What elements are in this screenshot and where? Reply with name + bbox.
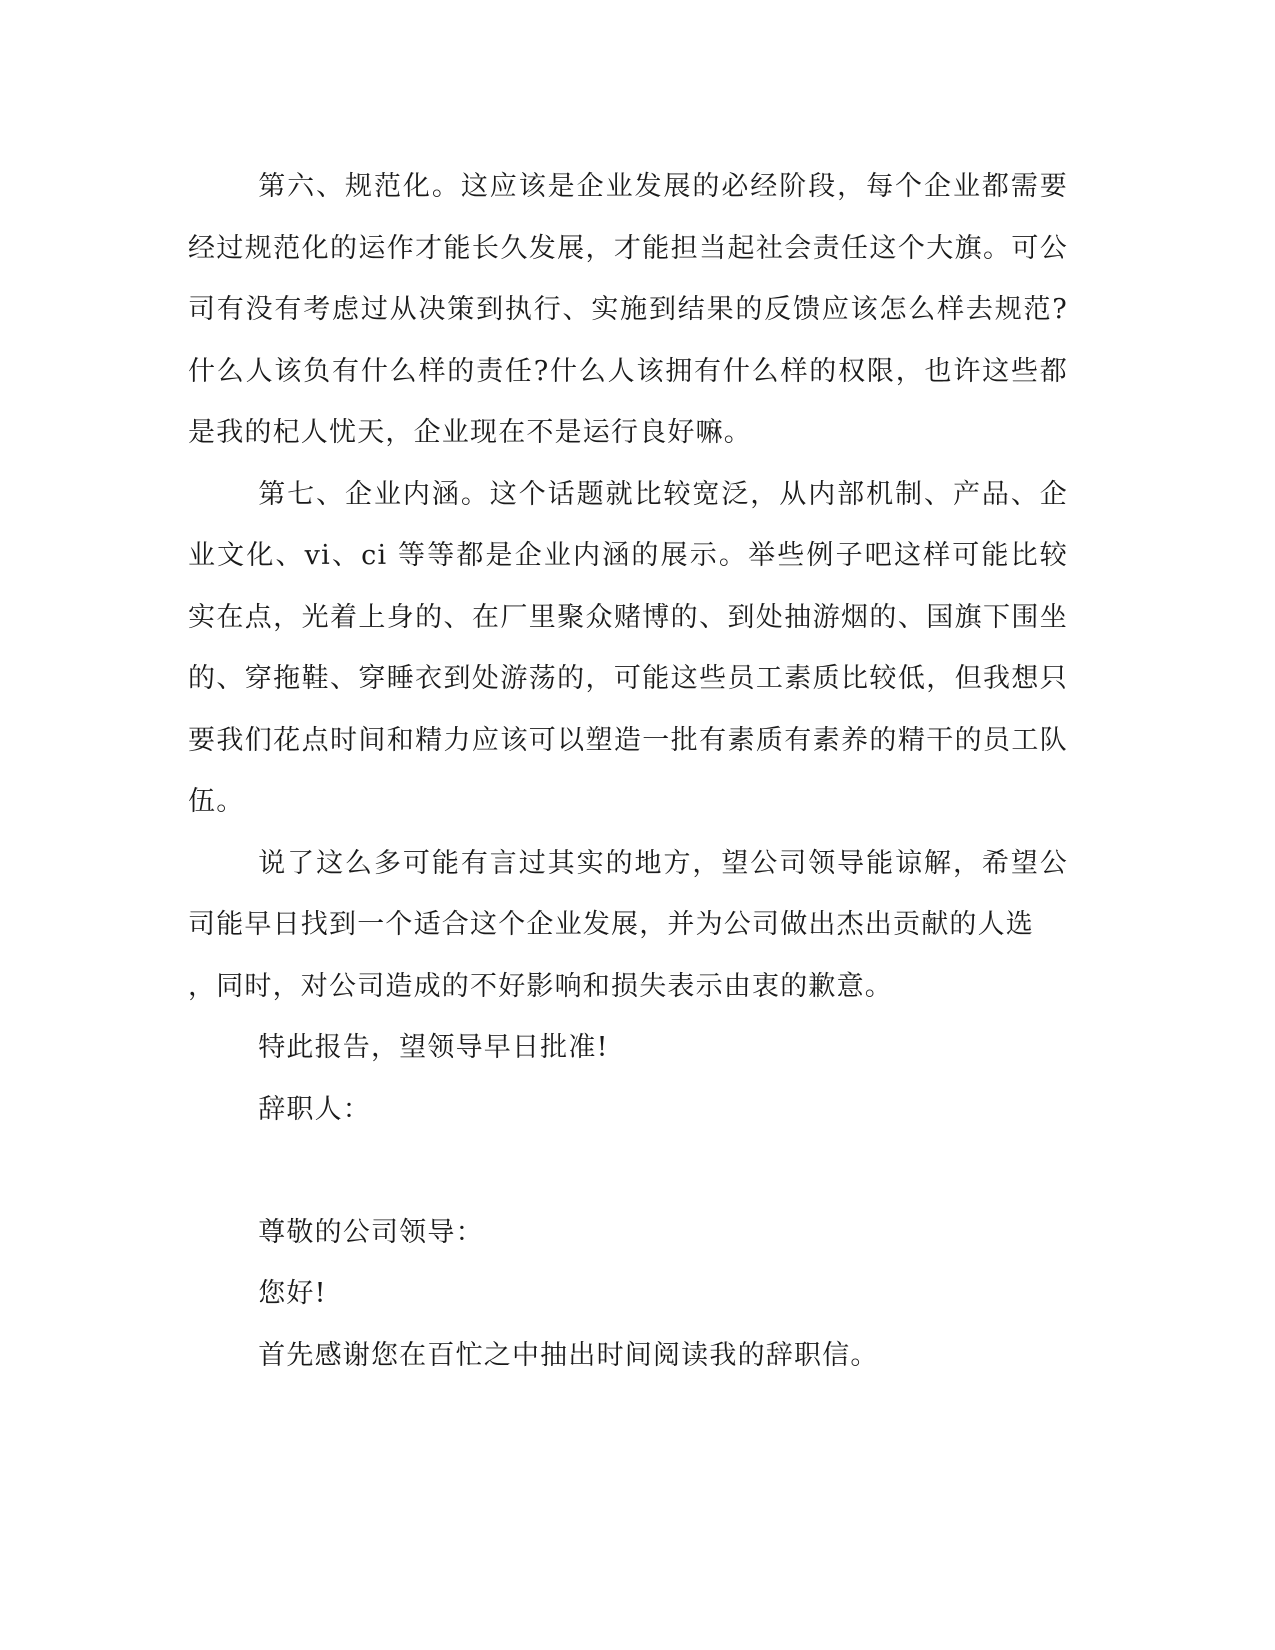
document-body [188,156,1068,1386]
paragraph-enterprise-connotation: 第七、企业内涵。这个话题就比较宽泛，从内部机制、产品、企业文化、vi、ci 等等都是企业内涵的展示。举些例子吧这样可能比较实在点，光着上身的、在厂里聚众赌博的、到处抽游烟的、国旗下围坐的、穿拖鞋、穿睡衣到处游荡的，可能这些员工素质比较低，但我想只要我们花点时间和精力应该可以塑造一批有素质有素养的精干的员工队伍。 [188,478,1068,817]
paragraph-request-approval: 特此报告，望领导早日批准! [258,1032,609,1063]
letter-greeting: 您好! [258,1278,327,1309]
paragraph-standardization: 第六、规范化。这应该是企业发展的必经阶段，每个企业都需要经过规范化的运作才能长久发展，才能担当起社会责任这个大旗。可公司有没有考虑过从决策到执行、实施到结果的反馈应该怎么样去规范?什么人该负有什么样的责任?什么人该拥有什么样的权限，也许这些都是我的杞人忧天，企业现在不是运行良好嘛。 [188,171,1068,448]
paragraph-apology: 说了这么多可能有言过其实的地方，望公司领导能谅解，希望公司能早日找到一个适合这个企业发展，并为公司做出杰出贡献的人选 ，同时，对公司造成的不好影响和损失表示由衷的歉意。 [188,847,1068,1002]
paragraph-resigner: 辞职人： [258,1093,371,1125]
letter-opening: 首先感谢您在百忙之中抽出时间阅读我的辞职信。 [258,1339,879,1371]
letter-salutation: 尊敬的公司领导： [258,1216,484,1248]
